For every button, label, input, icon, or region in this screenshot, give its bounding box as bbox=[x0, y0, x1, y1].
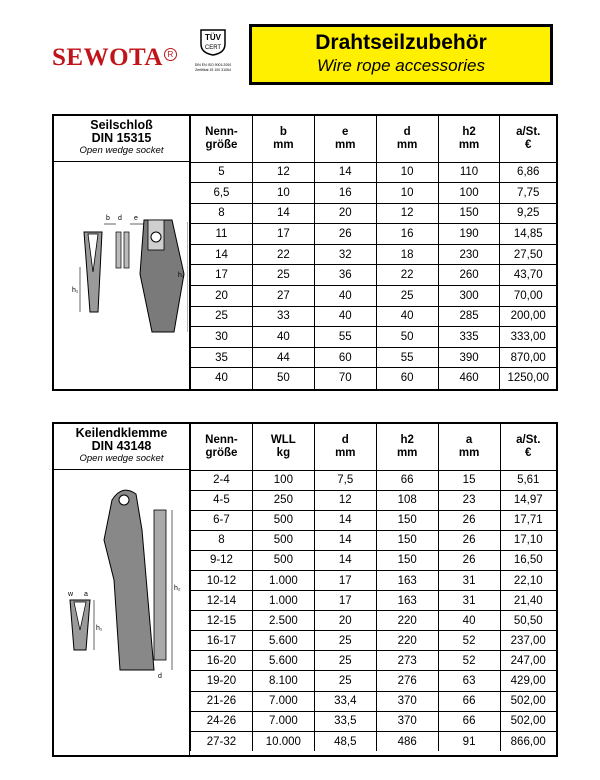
table-cell: 5.600 bbox=[252, 651, 314, 671]
table-cell: 23 bbox=[438, 490, 500, 510]
table-cell: 25 bbox=[252, 265, 314, 286]
table-cell: 32 bbox=[314, 244, 376, 265]
table-cell: 10-12 bbox=[191, 570, 253, 590]
brand-name: SEWOTA bbox=[52, 44, 163, 71]
column-header-unit: € bbox=[525, 138, 532, 151]
tuv-mark-text: TÜV bbox=[205, 33, 221, 42]
column-header-label: Nenn- bbox=[205, 125, 238, 138]
table-cell: 15 bbox=[438, 470, 500, 490]
tuv-shield-icon bbox=[198, 28, 228, 56]
table-cell: 9,25 bbox=[500, 203, 556, 224]
table-cell: 486 bbox=[376, 731, 438, 751]
table-cell: 20 bbox=[191, 286, 253, 307]
table-cell: 8 bbox=[191, 530, 253, 550]
column-header bbox=[314, 116, 376, 162]
table-row bbox=[191, 570, 557, 590]
column-header bbox=[376, 424, 438, 470]
table-cell: 237,00 bbox=[500, 631, 556, 651]
table-cell: 230 bbox=[438, 244, 500, 265]
table-cell: 27 bbox=[252, 286, 314, 307]
product-name-en: Open wedge socket bbox=[79, 453, 164, 464]
tuv-label-text: CERT bbox=[204, 45, 222, 51]
column-header-label: b bbox=[279, 125, 287, 138]
title-german: Drahtseilzubehör bbox=[315, 31, 487, 54]
table-cell: 300 bbox=[438, 286, 500, 307]
table-cell: 100 bbox=[252, 470, 314, 490]
product-standard: DIN 15315 bbox=[91, 131, 152, 145]
column-header-label: WLL bbox=[270, 433, 296, 446]
table-row bbox=[191, 510, 557, 530]
dim-h1-label: h₁ bbox=[72, 287, 79, 294]
cert-line-2: Zertifikat 15 100 31064 bbox=[195, 67, 231, 72]
table-cell: 14,85 bbox=[500, 224, 556, 245]
table-cell: 24-26 bbox=[191, 711, 253, 731]
column-header bbox=[252, 424, 314, 470]
table-cell: 502,00 bbox=[500, 691, 556, 711]
title-banner bbox=[249, 24, 553, 85]
product-name: Seilschloß bbox=[90, 118, 153, 132]
wedge-socket-table bbox=[52, 114, 558, 391]
table-cell: 16 bbox=[314, 183, 376, 204]
table-cell: 7,75 bbox=[500, 183, 556, 204]
table-cell: 10 bbox=[252, 183, 314, 204]
table-cell: 40 bbox=[252, 327, 314, 348]
table-row bbox=[191, 591, 557, 611]
table-cell: 17 bbox=[252, 224, 314, 245]
header-row bbox=[191, 116, 557, 162]
table-cell: 25 bbox=[314, 651, 376, 671]
table-cell: 5,61 bbox=[500, 470, 556, 490]
table-cell: 110 bbox=[438, 162, 500, 183]
table-cell: 200,00 bbox=[500, 306, 556, 327]
column-header-unit: mm bbox=[396, 446, 418, 459]
table-cell: 25 bbox=[314, 631, 376, 651]
table-row bbox=[191, 611, 557, 631]
table-cell: 9-12 bbox=[191, 550, 253, 570]
table-cell: 8 bbox=[191, 203, 253, 224]
table-row bbox=[191, 530, 557, 550]
table-cell: 27-32 bbox=[191, 731, 253, 751]
table-row bbox=[191, 550, 557, 570]
dim-a-label: a bbox=[84, 591, 88, 598]
table-cell: 27,50 bbox=[500, 244, 556, 265]
table-cell: 502,00 bbox=[500, 711, 556, 731]
table-cell: 30 bbox=[191, 327, 253, 348]
table-cell: 370 bbox=[376, 711, 438, 731]
table-row bbox=[191, 265, 557, 286]
table-cell: 12-15 bbox=[191, 611, 253, 631]
table-cell: 8.100 bbox=[252, 671, 314, 691]
product-heading bbox=[54, 116, 190, 162]
table-cell: 50,50 bbox=[500, 611, 556, 631]
table-cell: 50 bbox=[376, 327, 438, 348]
table-cell: 14 bbox=[314, 550, 376, 570]
table-cell: 21,40 bbox=[500, 591, 556, 611]
table-row bbox=[191, 203, 557, 224]
table-cell: 390 bbox=[438, 347, 500, 368]
table-cell: 333,00 bbox=[500, 327, 556, 348]
column-header-unit: mm bbox=[458, 138, 480, 151]
table-row bbox=[191, 244, 557, 265]
table-cell: 21-26 bbox=[191, 691, 253, 711]
wedge-clamp-table bbox=[52, 422, 558, 757]
table-cell: 1.000 bbox=[252, 591, 314, 611]
table-cell: 17 bbox=[314, 570, 376, 590]
table-cell: 17 bbox=[314, 591, 376, 611]
table-cell: 14 bbox=[314, 510, 376, 530]
column-header-label: a/St. bbox=[516, 125, 541, 138]
column-header-unit: mm bbox=[273, 138, 294, 151]
table-cell: 2.500 bbox=[252, 611, 314, 631]
dim-w-label: w bbox=[68, 591, 74, 598]
column-header-unit: € bbox=[525, 446, 532, 459]
table-row bbox=[191, 306, 557, 327]
table-cell: 17 bbox=[191, 265, 253, 286]
table-cell: 44 bbox=[252, 347, 314, 368]
table-cell: 14 bbox=[314, 162, 376, 183]
table-cell: 10 bbox=[376, 183, 438, 204]
column-header bbox=[438, 116, 500, 162]
column-header-label: e bbox=[342, 125, 349, 138]
wedge-socket-spec-grid bbox=[190, 116, 556, 389]
table-cell: 260 bbox=[438, 265, 500, 286]
table-cell: 163 bbox=[376, 591, 438, 611]
table-cell: 33 bbox=[252, 306, 314, 327]
table-cell: 20 bbox=[314, 611, 376, 631]
table-row bbox=[191, 162, 557, 183]
dim-h2-label: h₂ bbox=[174, 585, 181, 592]
product-heading bbox=[54, 424, 190, 470]
table-cell: 273 bbox=[376, 651, 438, 671]
table-cell: 52 bbox=[438, 651, 500, 671]
table-cell: 18 bbox=[376, 244, 438, 265]
column-header bbox=[314, 424, 376, 470]
wedge-socket-drawing-icon bbox=[54, 162, 188, 389]
table-cell: 33,4 bbox=[314, 691, 376, 711]
table-cell: 22 bbox=[252, 244, 314, 265]
column-header bbox=[438, 424, 500, 470]
registered-mark: R bbox=[164, 48, 177, 61]
table-cell: 36 bbox=[314, 265, 376, 286]
column-header bbox=[191, 116, 253, 162]
table-cell: 4-5 bbox=[191, 490, 253, 510]
table-cell: 11 bbox=[191, 224, 253, 245]
table-cell: 60 bbox=[314, 347, 376, 368]
table-cell: 12 bbox=[252, 162, 314, 183]
table-cell: 163 bbox=[376, 570, 438, 590]
table-cell: 870,00 bbox=[500, 347, 556, 368]
column-header-unit: größe bbox=[205, 446, 238, 459]
table-cell: 220 bbox=[376, 611, 438, 631]
product-standard: DIN 43148 bbox=[91, 439, 152, 453]
table-cell: 335 bbox=[438, 327, 500, 348]
table-cell: 500 bbox=[252, 530, 314, 550]
table-row bbox=[191, 347, 557, 368]
column-header bbox=[252, 116, 314, 162]
table-cell: 35 bbox=[191, 347, 253, 368]
table-cell: 63 bbox=[438, 671, 500, 691]
table-cell: 14 bbox=[314, 530, 376, 550]
table-cell: 48,5 bbox=[314, 731, 376, 751]
table-row bbox=[191, 183, 557, 204]
table-row bbox=[191, 224, 557, 245]
table-row bbox=[191, 470, 557, 490]
table-cell: 25 bbox=[314, 671, 376, 691]
table-cell: 866,00 bbox=[500, 731, 556, 751]
table-cell: 285 bbox=[438, 306, 500, 327]
table-cell: 91 bbox=[438, 731, 500, 751]
table-cell: 66 bbox=[438, 711, 500, 731]
table-cell: 43,70 bbox=[500, 265, 556, 286]
table-cell: 25 bbox=[191, 306, 253, 327]
product-drawing bbox=[54, 470, 190, 755]
table-cell: 150 bbox=[376, 510, 438, 530]
table-row bbox=[191, 286, 557, 307]
table-cell: 6,5 bbox=[191, 183, 253, 204]
dim-d-label: d bbox=[118, 215, 122, 222]
table-cell: 22,10 bbox=[500, 570, 556, 590]
table-cell: 12 bbox=[376, 203, 438, 224]
table-cell: 14 bbox=[191, 244, 253, 265]
table-row bbox=[191, 327, 557, 348]
wedge-clamp-spec-grid bbox=[190, 424, 556, 751]
table-cell: 20 bbox=[314, 203, 376, 224]
column-header bbox=[191, 424, 253, 470]
table-cell: 220 bbox=[376, 631, 438, 651]
table-cell: 16-17 bbox=[191, 631, 253, 651]
table-cell: 50 bbox=[252, 368, 314, 389]
table-cell: 6,86 bbox=[500, 162, 556, 183]
table-row bbox=[191, 631, 557, 651]
table-cell: 14,97 bbox=[500, 490, 556, 510]
table-cell: 40 bbox=[314, 286, 376, 307]
table-cell: 5 bbox=[191, 162, 253, 183]
column-header-label: d bbox=[341, 433, 349, 446]
product-drawing bbox=[54, 162, 190, 389]
table-cell: 70 bbox=[314, 368, 376, 389]
table-cell: 55 bbox=[376, 347, 438, 368]
table-row bbox=[191, 671, 557, 691]
cert-line-1: DIN EN ISO 9001:2000 bbox=[194, 63, 232, 67]
table-cell: 429,00 bbox=[500, 671, 556, 691]
dim-h1-label: h₁ bbox=[96, 625, 103, 632]
table-cell: 66 bbox=[438, 691, 500, 711]
table-cell: 16 bbox=[376, 224, 438, 245]
table-cell: 370 bbox=[376, 691, 438, 711]
table-row bbox=[191, 490, 557, 510]
table-cell: 460 bbox=[438, 368, 500, 389]
table-cell: 31 bbox=[438, 570, 500, 590]
table-cell: 247,00 bbox=[500, 651, 556, 671]
column-header-label: h2 bbox=[462, 125, 476, 138]
table-cell: 190 bbox=[438, 224, 500, 245]
table-cell: 5.600 bbox=[252, 631, 314, 651]
table-cell: 26 bbox=[438, 510, 500, 530]
column-header-unit: kg bbox=[276, 446, 291, 459]
column-header-label: h2 bbox=[400, 433, 414, 446]
table-cell: 276 bbox=[376, 671, 438, 691]
table-cell: 12-14 bbox=[191, 591, 253, 611]
table-cell: 25 bbox=[376, 286, 438, 307]
table-row bbox=[191, 711, 557, 731]
column-header-unit: größe bbox=[205, 138, 238, 151]
table-cell: 2-4 bbox=[191, 470, 253, 490]
table-cell: 500 bbox=[252, 510, 314, 530]
table-cell: 52 bbox=[438, 631, 500, 651]
column-header-label: d bbox=[403, 125, 411, 138]
column-header bbox=[376, 116, 438, 162]
table-row bbox=[191, 731, 557, 751]
table-cell: 6-7 bbox=[191, 510, 253, 530]
table-cell: 33,5 bbox=[314, 711, 376, 731]
dim-b-label: b bbox=[106, 215, 110, 222]
column-header-label: a bbox=[465, 433, 473, 446]
column-header-unit: mm bbox=[335, 138, 356, 151]
table-cell: 40 bbox=[376, 306, 438, 327]
table-cell: 108 bbox=[376, 490, 438, 510]
column-header-unit: mm bbox=[396, 138, 418, 151]
table-cell: 150 bbox=[376, 530, 438, 550]
table-cell: 17,71 bbox=[500, 510, 556, 530]
table-cell: 150 bbox=[438, 203, 500, 224]
table-cell: 40 bbox=[191, 368, 253, 389]
table-cell: 1250,00 bbox=[500, 368, 556, 389]
column-header-unit: mm bbox=[335, 446, 356, 459]
table-cell: 150 bbox=[376, 550, 438, 570]
dim-d-label: d bbox=[158, 673, 162, 680]
product-name: Keilendklemme bbox=[75, 426, 168, 440]
table-cell: 7.000 bbox=[252, 711, 314, 731]
wedge-clamp-drawing-icon bbox=[54, 470, 188, 755]
table-cell: 500 bbox=[252, 550, 314, 570]
table-cell: 26 bbox=[314, 224, 376, 245]
table-cell: 250 bbox=[252, 490, 314, 510]
column-header-unit: mm bbox=[458, 446, 480, 459]
table-cell: 55 bbox=[314, 327, 376, 348]
column-header-label: Nenn- bbox=[205, 433, 238, 446]
column-header bbox=[500, 116, 556, 162]
product-name-en: Open wedge socket bbox=[79, 145, 164, 156]
table-cell: 26 bbox=[438, 530, 500, 550]
table-cell: 70,00 bbox=[500, 286, 556, 307]
table-cell: 17,10 bbox=[500, 530, 556, 550]
table-cell: 19-20 bbox=[191, 671, 253, 691]
header-row bbox=[191, 424, 557, 470]
title-english: Wire rope accessories bbox=[316, 56, 486, 75]
table-cell: 40 bbox=[314, 306, 376, 327]
table-cell: 66 bbox=[376, 470, 438, 490]
table-cell: 7.000 bbox=[252, 691, 314, 711]
dim-e-label: e bbox=[134, 215, 138, 222]
table-row bbox=[191, 651, 557, 671]
tuv-cert-seal bbox=[188, 28, 238, 86]
table-cell: 14 bbox=[252, 203, 314, 224]
table-cell: 60 bbox=[376, 368, 438, 389]
table-cell: 26 bbox=[438, 550, 500, 570]
table-cell: 16-20 bbox=[191, 651, 253, 671]
table-cell: 12 bbox=[314, 490, 376, 510]
table-cell: 10.000 bbox=[252, 731, 314, 751]
table-row bbox=[191, 691, 557, 711]
table-cell: 7,5 bbox=[314, 470, 376, 490]
table-cell: 22 bbox=[376, 265, 438, 286]
table-cell: 40 bbox=[438, 611, 500, 631]
table-cell: 16,50 bbox=[500, 550, 556, 570]
table-row bbox=[191, 368, 557, 389]
table-cell: 100 bbox=[438, 183, 500, 204]
table-cell: 10 bbox=[376, 162, 438, 183]
column-header bbox=[500, 424, 556, 470]
table-cell: 31 bbox=[438, 591, 500, 611]
table-cell: 1.000 bbox=[252, 570, 314, 590]
column-header-label: a/St. bbox=[516, 433, 541, 446]
dim-h2-label: h₂ bbox=[178, 272, 185, 279]
